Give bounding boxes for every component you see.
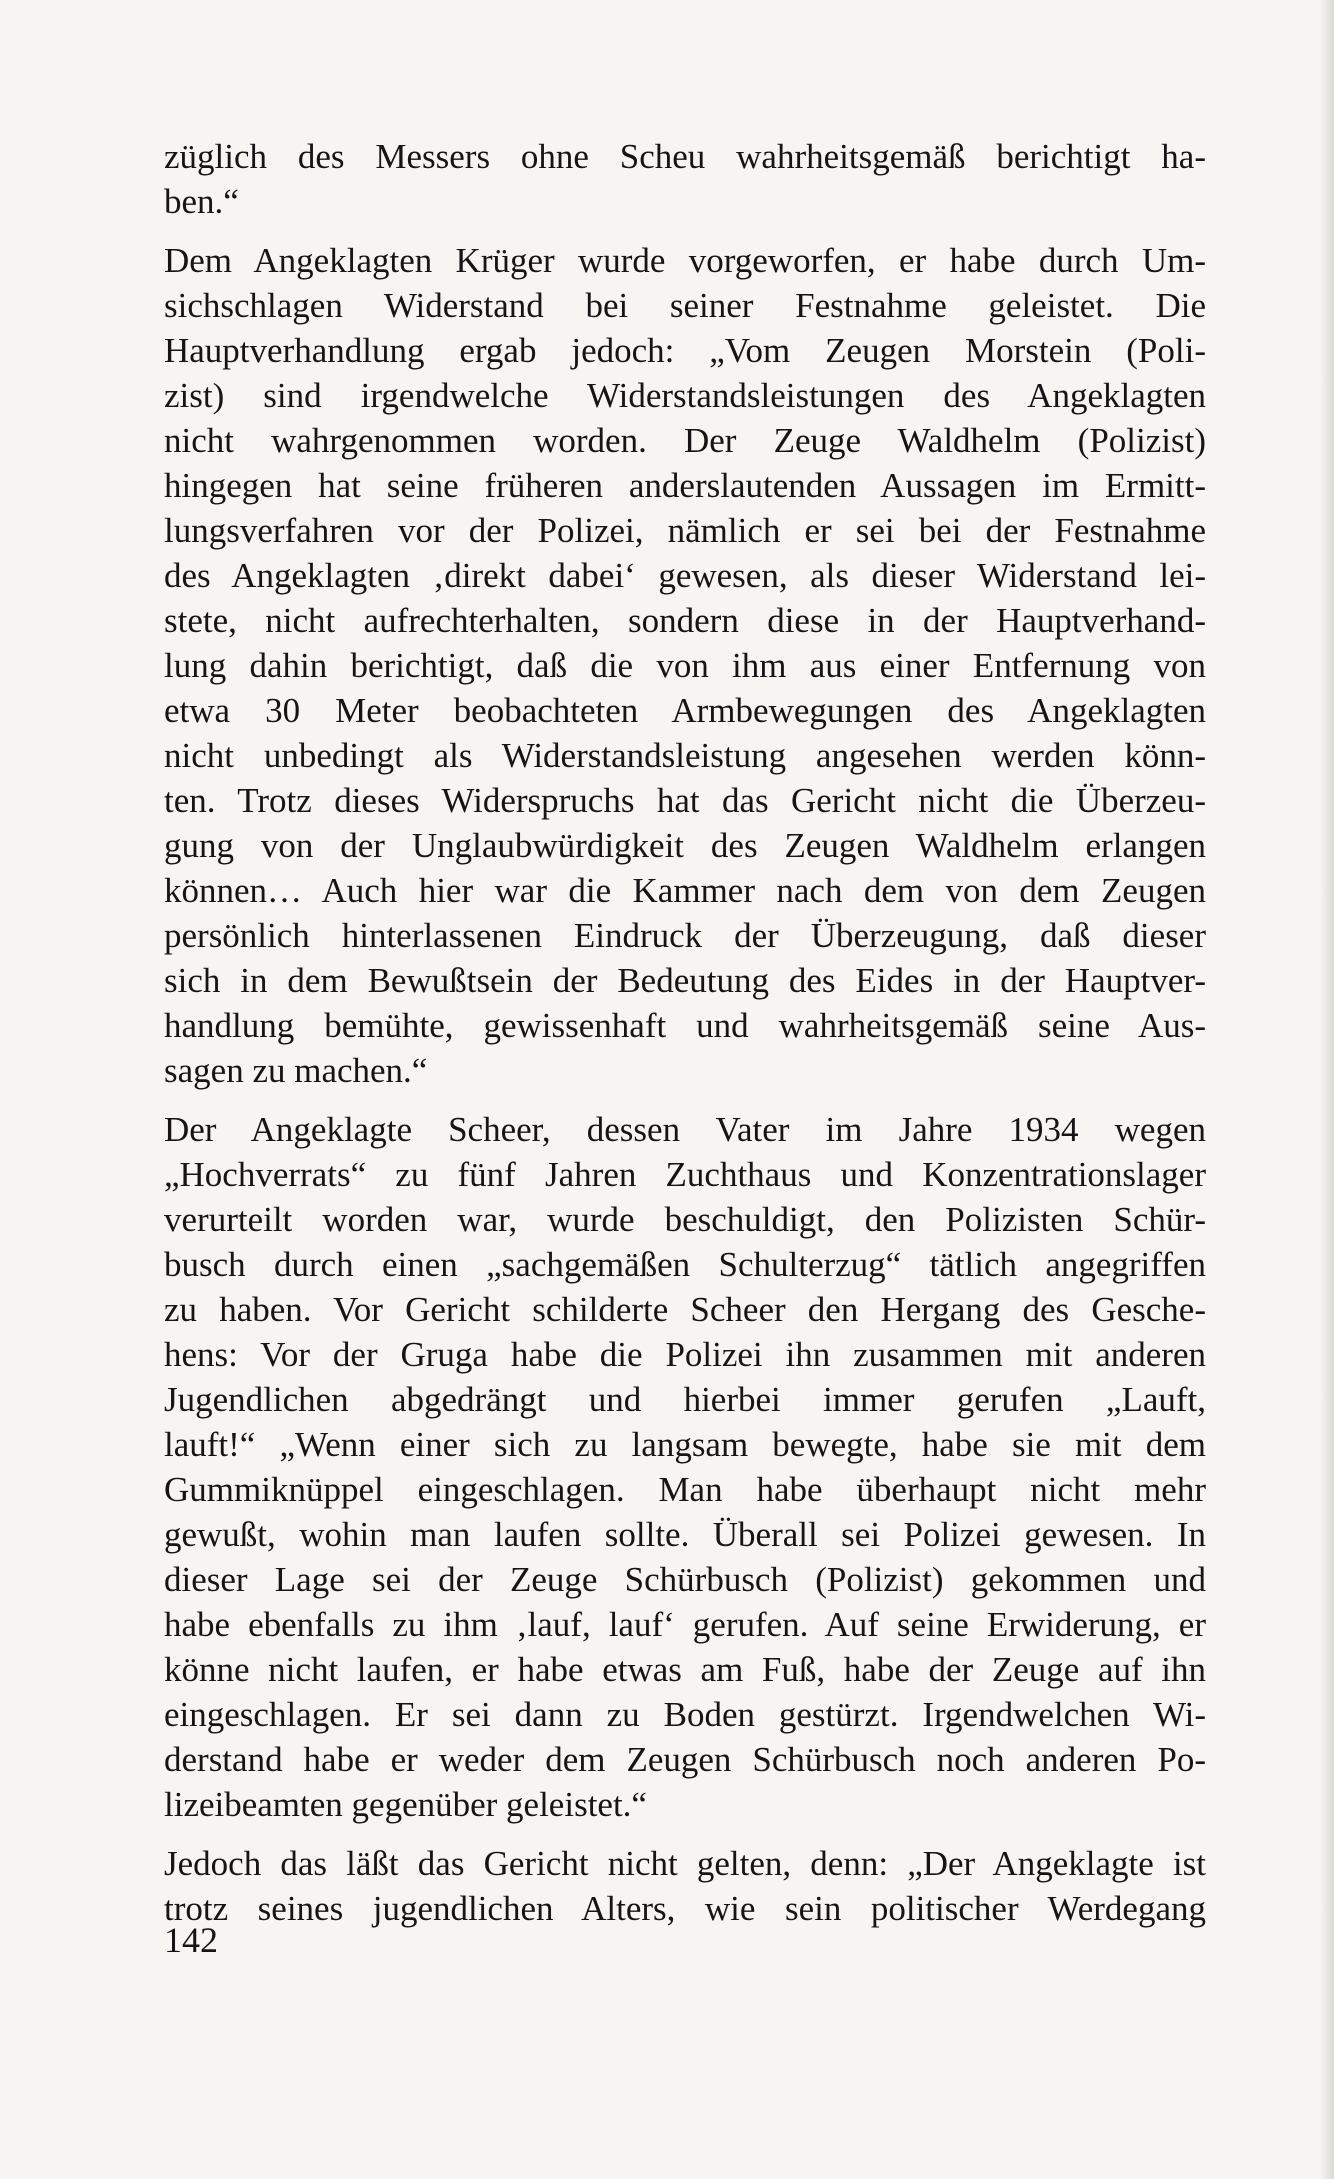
text-line: persönlich hinterlassenen Eindruck der Überzeugung, daß dieser xyxy=(164,916,1206,955)
text-line: Gummiknüppel eingeschlagen. Man habe überhaupt nicht mehr xyxy=(164,1470,1206,1509)
text-line: lung dahin berichtigt, daß die von ihm aus einer Entfernung von xyxy=(164,646,1206,685)
text-line: könne nicht laufen, er habe etwas am Fuß, habe der Zeuge auf ihn xyxy=(164,1650,1206,1689)
text-line: dieser Lage sei der Zeuge Schürbusch (Polizist) gekommen und xyxy=(164,1560,1206,1599)
text-line: verurteilt worden war, wurde beschuldigt, den Polizisten Schür- xyxy=(164,1200,1206,1239)
text-line: Dem Angeklagten Krüger wurde vorgeworfen, er habe durch Um- xyxy=(164,241,1206,280)
text-line: zu haben. Vor Gericht schilderte Scheer den Hergang des Gesche- xyxy=(164,1290,1206,1329)
paragraph-4 xyxy=(164,1841,1206,1931)
text-line: nicht unbedingt als Widerstandsleistung angesehen werden könn- xyxy=(164,736,1206,775)
body-text xyxy=(164,134,1206,1931)
text-line: handlung bemühte, gewissenhaft und wahrheitsgemäß seine Aus- xyxy=(164,1006,1206,1045)
text-line: stete, nicht aufrechterhalten, sondern diese in der Hauptverhand- xyxy=(164,601,1206,640)
text-line: derstand habe er weder dem Zeugen Schürbusch noch anderen Po- xyxy=(164,1740,1206,1779)
text-line: lungsverfahren vor der Polizei, nämlich er sei bei der Festnahme xyxy=(164,511,1206,550)
paragraph-3 xyxy=(164,1107,1206,1827)
text-line: busch durch einen „sachgemäßen Schulterzug“ tätlich angegriffen xyxy=(164,1245,1206,1284)
paragraph-1 xyxy=(164,134,1206,224)
text-line: ten. Trotz dieses Widerspruchs hat das Gericht nicht die Überzeu- xyxy=(164,781,1206,820)
text-line: habe ebenfalls zu ihm ‚lauf, lauf‘ gerufen. Auf seine Erwiderung, er xyxy=(164,1605,1206,1644)
text-line: ben.“ xyxy=(164,182,239,221)
paragraph-2 xyxy=(164,238,1206,1093)
text-line: lauft!“ „Wenn einer sich zu langsam bewegte, habe sie mit dem xyxy=(164,1425,1206,1464)
text-line: sichschlagen Widerstand bei seiner Festnahme geleistet. Die xyxy=(164,286,1206,325)
text-line: gewußt, wohin man laufen sollte. Überall sei Polizei gewesen. In xyxy=(164,1515,1206,1554)
text-line: nicht wahrgenommen worden. Der Zeuge Waldhelm (Polizist) xyxy=(164,421,1206,460)
text-line: hingegen hat seine früheren anderslautenden Aussagen im Ermitt- xyxy=(164,466,1206,505)
text-line: züglich des Messers ohne Scheu wahrheitsgemäß berichtigt ha- xyxy=(164,137,1206,176)
text-line: Der Angeklagte Scheer, dessen Vater im Jahre 1934 wegen xyxy=(164,1110,1206,1149)
page-number: 142 xyxy=(164,1920,218,1960)
text-line: können… Auch hier war die Kammer nach dem von dem Zeugen xyxy=(164,871,1206,910)
text-line: sich in dem Bewußtsein der Bedeutung des Eides in der Hauptver- xyxy=(164,961,1206,1000)
text-line: „Hochverrats“ zu fünf Jahren Zuchthaus und Konzentrationslager xyxy=(164,1155,1206,1194)
text-line: gung von der Unglaubwürdigkeit des Zeugen Waldhelm erlangen xyxy=(164,826,1206,865)
text-line: hens: Vor der Gruga habe die Polizei ihn zusammen mit anderen xyxy=(164,1335,1206,1374)
page-edge-shadow xyxy=(1320,0,1334,2179)
text-line: eingeschlagen. Er sei dann zu Boden gestürzt. Irgendwelchen Wi- xyxy=(164,1695,1206,1734)
text-line: lizeibeamten gegenüber geleistet.“ xyxy=(164,1785,647,1824)
text-line: Hauptverhandlung ergab jedoch: „Vom Zeugen Morstein (Poli- xyxy=(164,331,1206,370)
text-line: etwa 30 Meter beobachteten Armbewegungen des Angeklagten xyxy=(164,691,1206,730)
text-line: sagen zu machen.“ xyxy=(164,1051,428,1090)
text-line: zist) sind irgendwelche Widerstandsleistungen des Angeklagten xyxy=(164,376,1206,415)
text-line: trotz seines jugendlichen Alters, wie sein politischer Werdegang xyxy=(164,1889,1206,1928)
text-line: Jedoch das läßt das Gericht nicht gelten, denn: „Der Angeklagte ist xyxy=(164,1844,1206,1883)
text-line: des Angeklagten ‚direkt dabei‘ gewesen, als dieser Widerstand lei- xyxy=(164,556,1206,595)
text-line: Jugendlichen abgedrängt und hierbei immer gerufen „Lauft, xyxy=(164,1380,1206,1419)
